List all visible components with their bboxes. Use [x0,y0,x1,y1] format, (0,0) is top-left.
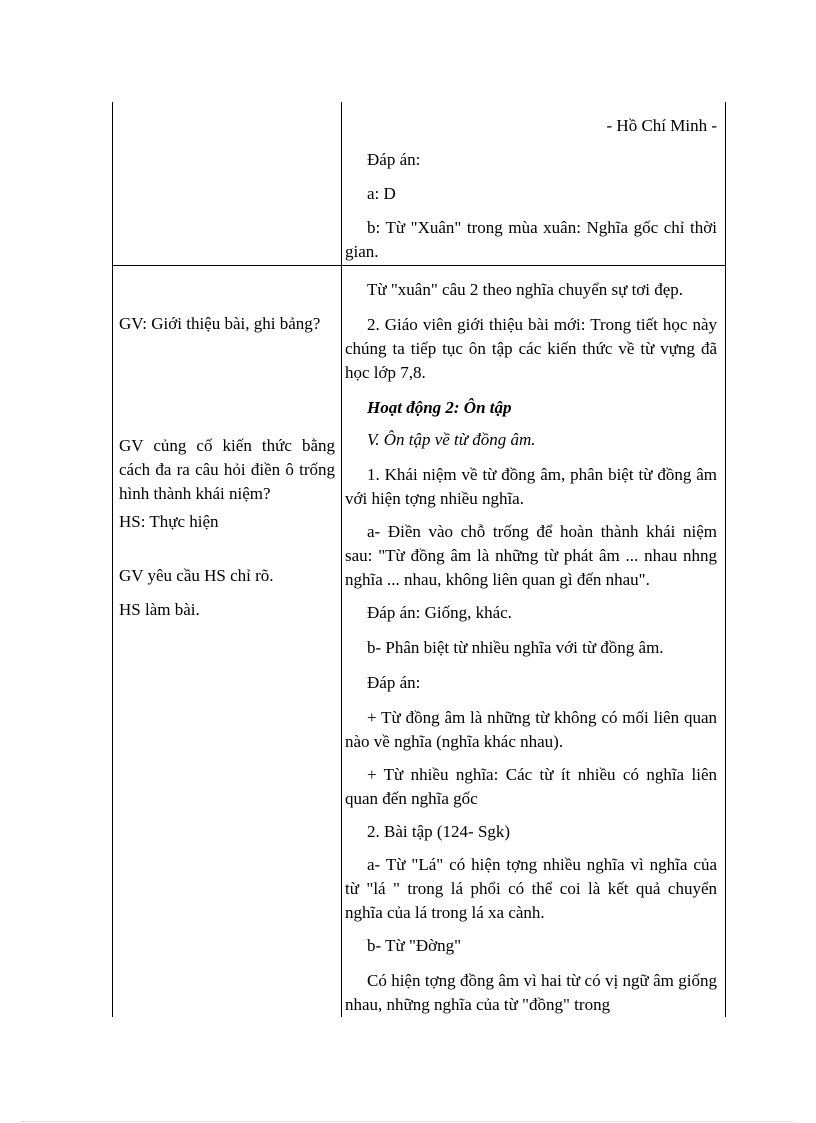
author-attribution: - Hồ Chí Minh - [606,116,717,135]
activity-heading: Hoạt động 2: Ôn tập [367,398,512,417]
paragraph: a- Điền vào chỗ trống để hoàn thành khái niệm sau: "Từ đồng âm là những từ phát âm ... nhau nhng nghĩa ... nhau, không liên quan gì đến nhau". [345,522,717,589]
table-row [113,102,726,266]
paragraph: Đáp án: Giống, khác. [367,603,512,622]
teacher-ask-note: GV yêu cầu HS chỉ rõ. [119,566,274,585]
lesson-plan-table [112,102,726,1017]
content-cell [342,102,726,266]
paragraph: Đáp án: [367,673,421,692]
teacher-intro-note: GV: Giới thiệu bài, ghi bảng? [119,314,321,333]
paragraph: 2. Giáo viên giới thiệu bài mới: Trong tiết học này chúng ta tiếp tục ôn tập các kiến thức về từ vựng đã học lớp 7,8. [345,315,717,382]
answer-label: Đáp án: [367,150,421,169]
paragraph: + Từ đồng âm là những từ không có mối liên quan nào về nghĩa (nghĩa khác nhau). [345,708,717,751]
paragraph: 1. Khái niệm về từ đồng âm, phân biệt từ đồng âm với hiện tợng nhiều nghĩa. [345,465,717,508]
page-bottom-divider [22,1121,794,1122]
answer-b: b: Từ "Xuân" trong mùa xuân: Nghĩa gốc chỉ thời gian. [345,218,717,261]
section-heading: V. Ôn tập về từ đồng âm. [367,430,536,449]
content-cell [342,266,726,1018]
paragraph: Từ "xuân" câu 2 theo nghĩa chuyển sự tơi đẹp. [367,280,684,299]
student-work-note: HS làm bài. [119,600,200,619]
paragraph: + Từ nhiều nghĩa: Các từ ít nhiều có nghĩa liên quan đến nghĩa gốc [345,765,717,808]
student-do-note: HS: Thực hiện [119,512,219,531]
teacher-activity-cell [113,266,342,1018]
paragraph: b- Phân biệt từ nhiều nghĩa với từ đồng âm. [367,638,664,657]
paragraph: b- Từ "Đờng" [367,936,462,955]
teacher-reinforce-note: GV củng cố kiến thức bằng cách đa ra câu hỏi điền ô trống hình thành khái niệm? [119,436,335,503]
table-row [113,266,726,1018]
paragraph: a- Từ "Lá" có hiện tợng nhiều nghĩa vì nghĩa của từ "lá " trong lá phổi có thể coi là kết quả chuyển nghĩa của lá trong lá xa cành. [345,855,717,922]
answer-a: a: D [367,184,396,203]
teacher-activity-cell [113,102,342,266]
paragraph: 2. Bài tập (124- Sgk) [367,822,511,841]
paragraph: Có hiện tợng đồng âm vì hai từ có vị ngữ âm giống nhau, những nghĩa của từ "đồng" trong [345,971,717,1014]
